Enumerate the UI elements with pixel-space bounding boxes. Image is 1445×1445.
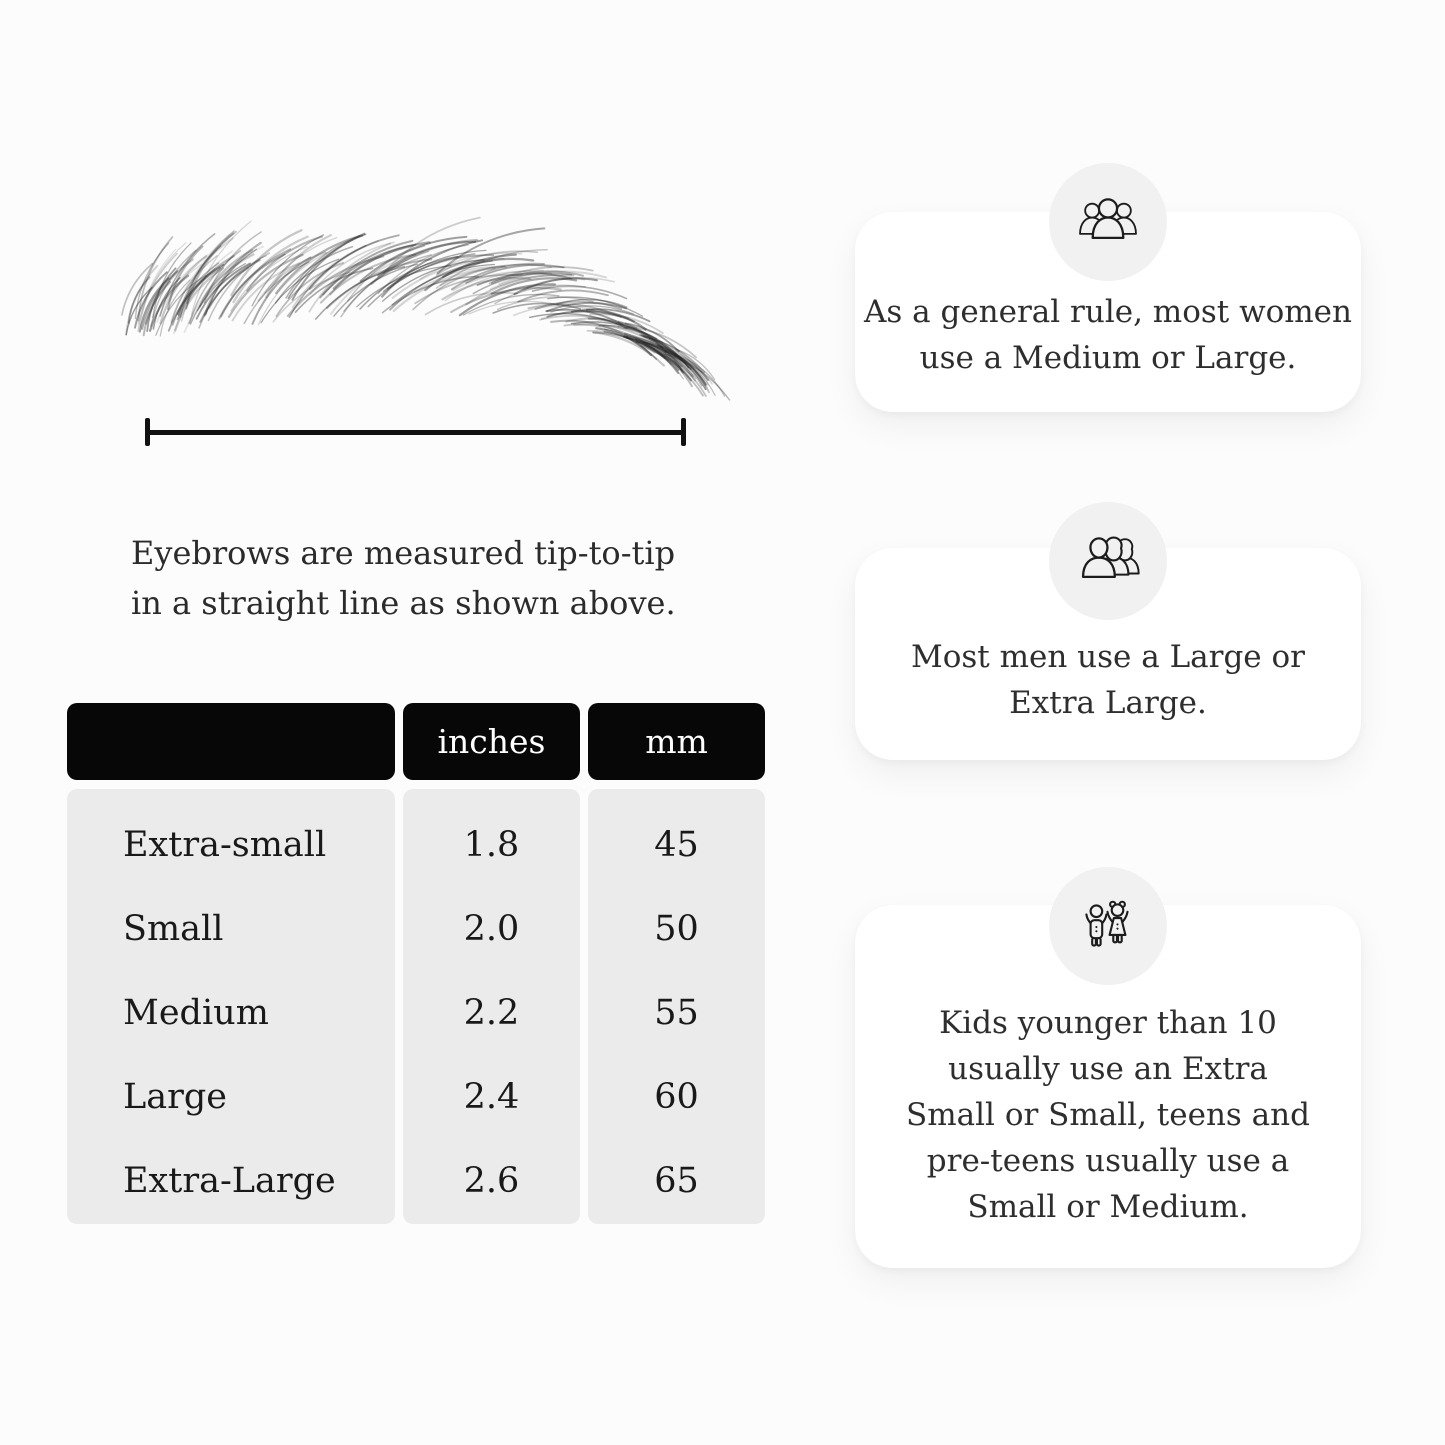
table-column-sizes: [67, 789, 395, 1224]
table-header-inches: inches: [403, 703, 580, 780]
caption-line: in a straight line as shown above.: [131, 584, 676, 622]
kids-icon: [1049, 867, 1167, 985]
table-cell: Large: [123, 1077, 227, 1117]
size-table: [67, 703, 765, 1224]
info-card-kids: [855, 905, 1361, 1268]
table-column-mm: [588, 789, 765, 1224]
table-cell: Extra-Large: [123, 1161, 336, 1201]
table-cell: 1.8: [463, 825, 520, 865]
women-group-icon: [1049, 163, 1167, 281]
eyebrow-illustration: [116, 240, 688, 400]
card-text: As a general rule, most women use a Medium or Large.: [864, 294, 1352, 376]
info-card-men: [855, 548, 1361, 760]
measurement-caption: [131, 528, 731, 628]
table-cell: Medium: [123, 993, 269, 1033]
table-cell: 45: [654, 825, 699, 865]
table-cell: 50: [654, 909, 699, 949]
table-cell: Extra-small: [123, 825, 327, 865]
card-text: Most men use a Large or Extra Large.: [910, 639, 1305, 721]
table-cell: 2.2: [463, 993, 520, 1033]
caption-line: Eyebrows are measured tip-to-tip: [131, 534, 676, 572]
ruler-line: [145, 430, 686, 435]
table-cell: 2.0: [463, 909, 520, 949]
ruler-tick-right: [681, 418, 686, 446]
card-text: Kids younger than 10 usually use an Extra Small or Small, teens and pre-teens usually use a Small or Medium.: [906, 1005, 1310, 1225]
table-cell: 55: [654, 993, 699, 1033]
table-header-size: [67, 703, 395, 780]
table-cell: 2.4: [463, 1077, 520, 1117]
table-cell: Small: [123, 909, 224, 949]
table-cell: 2.6: [463, 1161, 520, 1201]
table-header-mm: mm: [588, 703, 765, 780]
table-cell: 60: [654, 1077, 699, 1117]
info-card-women: [855, 212, 1361, 412]
table-column-inches: [403, 789, 580, 1224]
measurement-ruler: [145, 417, 686, 447]
men-group-icon: [1049, 502, 1167, 620]
table-cell: 65: [654, 1161, 699, 1201]
